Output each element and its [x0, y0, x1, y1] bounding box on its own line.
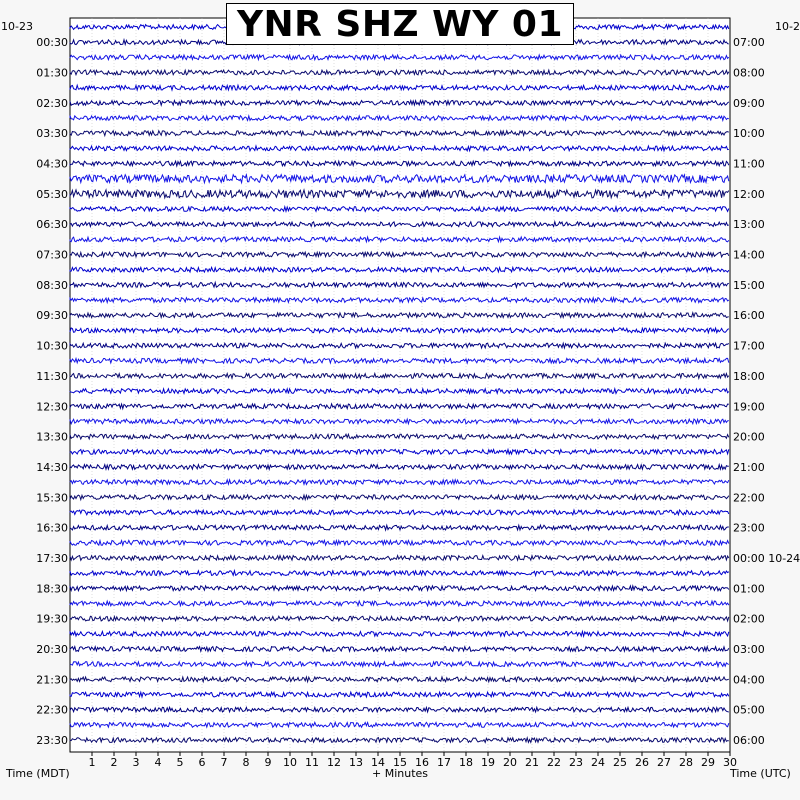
right-time-label: 13:00 [733, 218, 765, 232]
left-time-label: 07:30 [36, 248, 68, 262]
x-tick-label: 19 [481, 756, 495, 769]
left-time-label: 14:30 [36, 460, 68, 474]
left-time-label: 05:30 [36, 187, 68, 201]
right-time-label: 14:00 [733, 248, 765, 262]
right-time-label: 15:00 [733, 278, 765, 292]
left-time-label: 04:30 [36, 157, 68, 171]
right-time-label: 23:00 [733, 521, 765, 535]
left-axis-label: Time (MDT) [6, 767, 70, 780]
left-time-label: 03:30 [36, 127, 68, 141]
x-tick-label: 28 [679, 756, 693, 769]
right-time-label: 20:00 [733, 430, 765, 444]
left-time-label: 13:30 [36, 430, 68, 444]
right-axis-label: Time (UTC) [730, 767, 791, 780]
right-time-label: 04:00 [733, 673, 765, 687]
x-tick-label: 15 [393, 756, 407, 769]
left-time-label: 10:30 [36, 339, 68, 353]
right-time-label: 18:00 [733, 369, 765, 383]
x-tick-label: 11 [305, 756, 319, 769]
chart-title: YNR SHZ WY 01 [226, 3, 574, 45]
right-time-label: 02:00 [733, 612, 765, 626]
right-time-label: 22:00 [733, 491, 765, 505]
left-time-labels [36, 36, 68, 747]
right-time-label: 00:00 10-24 [733, 552, 800, 565]
x-tick-label: 16 [415, 756, 429, 769]
x-tick-label: 4 [154, 756, 162, 769]
right-time-label: 03:00 [733, 643, 765, 656]
right-time-label: 10:00 [733, 127, 765, 141]
x-tick-label: 10 [283, 756, 297, 769]
right-date-label: 10-2 [775, 20, 800, 33]
right-time-label: 05:00 [733, 703, 765, 717]
left-time-label: 16:30 [36, 521, 68, 535]
left-time-label: 22:30 [36, 703, 68, 717]
left-time-label: 09:30 [36, 309, 68, 323]
left-time-label: 19:30 [36, 612, 68, 626]
left-time-label: 08:30 [36, 278, 68, 292]
right-time-label: 21:00 [733, 460, 765, 474]
x-tick-label: 18 [459, 756, 473, 769]
left-time-label: 02:30 [36, 96, 68, 110]
right-time-labels [733, 36, 800, 747]
left-time-label: 23:30 [36, 734, 68, 747]
left-time-label: 11:30 [36, 369, 68, 383]
x-tick-label: 9 [264, 756, 272, 769]
x-tick-label: 14 [371, 756, 385, 769]
x-tick-label: 13 [349, 756, 363, 769]
x-tick-label: 20 [503, 756, 517, 769]
x-tick-label: 24 [591, 756, 605, 769]
left-time-label: 00:30 [36, 36, 68, 50]
right-time-label: 19:00 [733, 400, 765, 414]
left-time-label: 21:30 [36, 673, 68, 687]
x-tick-label: 22 [547, 756, 561, 769]
x-tick-label: 27 [657, 756, 671, 769]
x-tick-label: 7 [220, 756, 228, 769]
left-time-label: 20:30 [36, 643, 68, 656]
right-time-label: 12:00 [733, 187, 765, 201]
x-axis-label: + Minutes [371, 767, 429, 780]
right-time-label: 06:00 [733, 734, 765, 747]
x-tick-label: 6 [198, 756, 206, 769]
right-time-label: 09:00 [733, 96, 765, 110]
left-time-label: 18:30 [36, 582, 68, 596]
x-tick-label: 25 [613, 756, 627, 769]
right-time-label: 07:00 [733, 36, 765, 50]
x-tick-label: 8 [242, 756, 250, 769]
left-time-label: 06:30 [36, 218, 68, 232]
x-tick-label: 17 [437, 756, 451, 769]
x-tick-label: 12 [327, 756, 341, 769]
left-time-label: 15:30 [36, 491, 68, 505]
right-time-label: 17:00 [733, 339, 765, 353]
left-time-label: 12:30 [36, 400, 68, 414]
right-time-label: 11:00 [733, 157, 765, 171]
right-time-label: 08:00 [733, 66, 765, 80]
left-time-label: 17:30 [36, 552, 68, 565]
x-tick-label: 3 [132, 756, 140, 769]
x-tick-label: 23 [569, 756, 583, 769]
x-tick-label: 2 [110, 756, 118, 769]
right-time-label: 16:00 [733, 309, 765, 323]
x-tick-label: 29 [701, 756, 715, 769]
left-date-label: 10-23 [1, 20, 33, 33]
right-time-label: 01:00 [733, 582, 765, 596]
x-tick-label: 5 [176, 756, 184, 769]
x-tick-label: 26 [635, 756, 649, 769]
x-tick-label: 1 [88, 756, 96, 769]
left-time-label: 01:30 [36, 66, 68, 80]
x-tick-label: 30 [723, 756, 737, 769]
x-tick-label: 21 [525, 756, 539, 769]
